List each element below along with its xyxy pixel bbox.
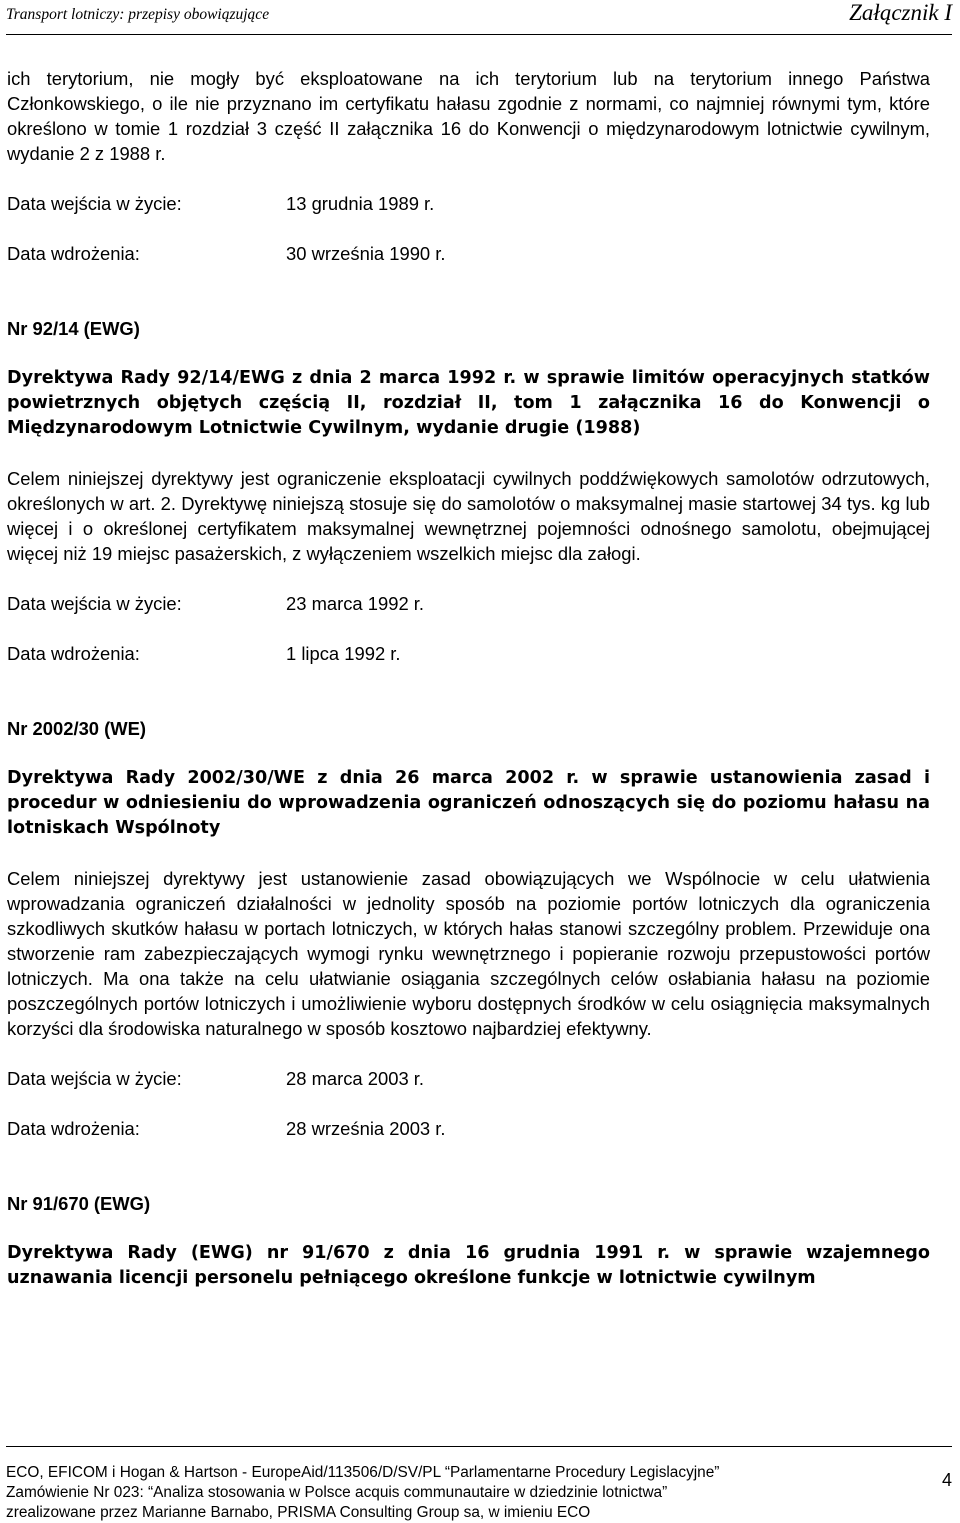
- document-body: [7, 66, 930, 1291]
- directive-title: Dyrektywa Rady (EWG) nr 91/670 z dnia 16 grudnia 1991 r. w sprawie wzajemnego uznawania licencji personelu pełniącego określone funkcje w lotnictwie cywilnym: [7, 1243, 930, 1288]
- page-number: 4: [941, 1470, 952, 1490]
- footer-line: zrealizowane przez Marianne Barnabo, PRISMA Consulting Group sa, w imieniu ECO: [6, 1504, 591, 1521]
- footer-line: Zamówienie Nr 023: “Analiza stosowania w Polsce acquis communautaire w dziedzinie lotnictwa”: [6, 1484, 668, 1501]
- implementation-row: [7, 241, 930, 266]
- implementation-label: Data wdrożenia:: [7, 1118, 140, 1139]
- entry-into-force-date: 23 marca 1992 r.: [286, 593, 425, 614]
- implementation-date: 1 lipca 1992 r.: [286, 643, 401, 664]
- page-footer: [6, 1446, 952, 1523]
- directive-number: Nr 91/670 (EWG): [7, 1193, 151, 1214]
- entry-into-force-label: Data wejścia w życie:: [7, 593, 182, 614]
- implementation-label: Data wdrożenia:: [7, 643, 140, 664]
- footer-line: ECO, EFICOM i Hogan & Hartson - EuropeAid/113506/D/SV/PL “Parlamentarne Procedury Legislacyjne”: [6, 1464, 720, 1481]
- running-header: [6, 0, 952, 35]
- intro-paragraph: ich terytorium, nie mogły być eksploatowane na ich terytorium lub na terytorium innego Państwa Członkowskiego, o ile nie przyznano im certyfikatu hałasu zgodnie z normami, co najmniej równymi tym, które określono w tomie 1 rozdział 3 część II załącznika 16 do Konwencji o międzynarodowym lotnictwie cywilnym, wydanie 2 z 1988 r.: [7, 68, 930, 164]
- header-annex-label: Załącznik I: [849, 0, 952, 25]
- directive-description: Celem niniejszej dyrektywy jest ustanowienie zasad obowiązujących we Wspólnocie w celu ułatwienia wprowadzania ograniczeń działalności w jednolity sposób na poziomie portów lotniczych dla ograniczenia szkodliwych skutków hałasu w portach lotniczych, w których hałas stanowi szczególny problem. Przewiduje ona stworzenie ram zabezpieczających wymogi rynku wewnętrznego i popieranie rozwoju przepustowości portów lotniczych. Ma ona także na celu ułatwianie osiągania szczególnych celów osłabiania hałasu na poziomie poszczególnych portów lotniczych i umożliwienie wyboru dostępnych środków w celu osiągnięcia maksymalnych korzyści dla środowiska naturalnego w sposób kosztowo najbardziej efektywny.: [7, 868, 930, 1039]
- directive-description: Celem niniejszej dyrektywy jest ograniczenie eksploatacji cywilnych poddźwiękowych samolotów odrzutowych, określonych w art. 2. Dyrektywę niniejszą stosuje się do samolotów o maksymalnej masie startowej 34 tys. kg lub więcej i o określonej certyfikatem maksymalnej wewnętrznej pojemności odnośnego samolotu, obejmującej więcej niż 19 miejsc pasażerskich, z wyłączeniem wszelkich miejsc dla załogi.: [7, 468, 930, 564]
- directive-number: Nr 92/14 (EWG): [7, 318, 140, 339]
- implementation-row: [7, 1116, 930, 1141]
- entry-into-force-date: 13 grudnia 1989 r.: [286, 193, 435, 214]
- directive-title: Dyrektywa Rady 92/14/EWG z dnia 2 marca 1992 r. w sprawie limitów operacyjnych statków powietrznych objętych częścią II, rozdział II, tom 1 załącznika 16 do Konwencji o Międzynarodowym Lotnictwie Cywilnym, wydanie drugie (1988): [7, 368, 930, 438]
- directive-title: Dyrektywa Rady 2002/30/WE z dnia 26 marca 2002 r. w sprawie ustanowienia zasad i procedur w odniesieniu do wprowadzenia ograniczeń odnoszących się do poziomu hałasu na lotniskach Wspólnoty: [7, 768, 930, 838]
- implementation-row: [7, 641, 930, 666]
- implementation-date: 28 września 2003 r.: [286, 1118, 446, 1139]
- implementation-date: 30 września 1990 r.: [286, 243, 446, 264]
- entry-into-force-row: [7, 191, 930, 216]
- entry-into-force-row: [7, 1066, 930, 1091]
- directive-number: Nr 2002/30 (WE): [7, 718, 147, 739]
- footer-credits: [6, 1463, 886, 1523]
- entry-into-force-row: [7, 591, 930, 616]
- implementation-label: Data wdrożenia:: [7, 243, 140, 264]
- entry-into-force-label: Data wejścia w życie:: [7, 1068, 182, 1089]
- entry-into-force-date: 28 marca 2003 r.: [286, 1068, 425, 1089]
- header-title: Transport lotniczy: przepisy obowiązujące: [6, 6, 270, 23]
- entry-into-force-label: Data wejścia w życie:: [7, 193, 182, 214]
